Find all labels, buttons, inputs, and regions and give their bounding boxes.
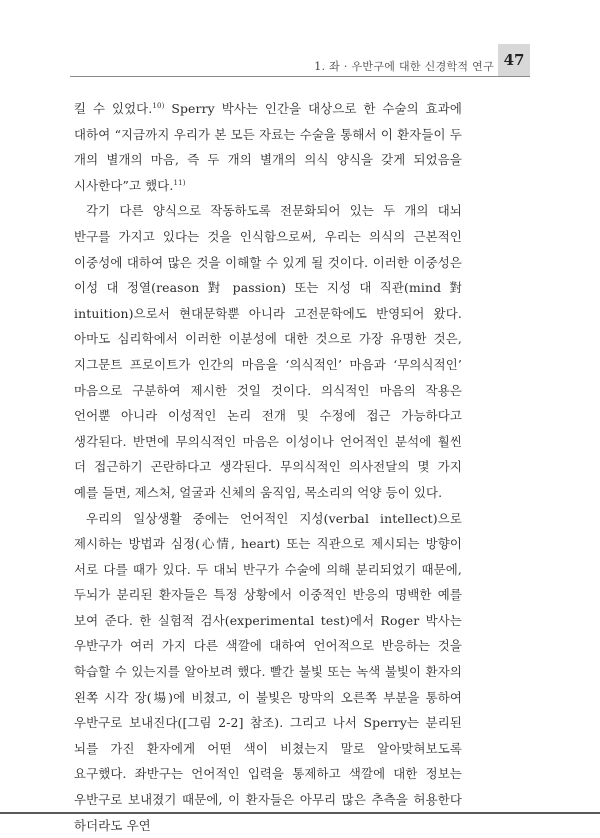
paragraph bbox=[74, 198, 462, 505]
footnote-marker: 10) bbox=[152, 102, 164, 110]
page-header bbox=[70, 44, 530, 77]
running-head: 1. 좌 · 우반구에 대한 신경학적 연구 bbox=[314, 58, 494, 74]
text-segment: 우리의 일상생활 중에는 언어적인 지성(verbal intellect)으로 제시하는 방법과 심정(心情, heart) 또는 직관으로 제시되는 방향이 서로 다를 때가 있다. 두 대뇌 반구가 수술에 의해 분리되었기 때문에, 두뇌가 분리된 환자들은 특정 상황에서 이중적인 반응의 명백한 예를 보여 준다. 한 실험적 검사(experimental test)에서 Roger 박사는 우반구가 여러 가지 다른 색깔에 대하여 언어적으로 반응하는 것을 학습할 수 있는지를 알아보려 했다. 빨간 불빛 또는 녹색 불빛이 환자의 왼쪽 시각 장(場)에 비쳤고, 이 불빛은 망막의 오른쪽 부분을 통하여 우반구로 보내진다([그림 2-2] 참조). 그리고 나서 Sperry는 분리된 뇌를 가진 환자에게 어떤 색이 비쳤는지 말로 알아맞혀보도록 요구했다. 좌반구는 언어적인 입력을 통제하고 색깔에 대한 정보는 우반구로 보내졌기 때문에, 이 환자들은 아무리 많은 추측을 허용한다 하더라도 우연 bbox=[74, 511, 462, 833]
text-segment: 킬 수 있었다. bbox=[74, 101, 152, 116]
paragraph bbox=[74, 96, 462, 198]
bottom-rule bbox=[0, 812, 600, 814]
footnote-marker: 11) bbox=[174, 179, 186, 187]
page-number: 47 bbox=[498, 44, 530, 76]
body-text bbox=[74, 96, 462, 838]
text-segment: Sperry 박사는 인간을 대상으로 한 수술의 효과에 대하여 “지금까지 우리가 본 모든 자료는 수술을 통해서 이 환자들이 두 개의 별개의 마음, 즉 두 개의 별개의 의식 양식을 갖게 되었음을 시사한다”고 했다. bbox=[74, 101, 462, 193]
paragraph bbox=[74, 506, 462, 838]
text-segment: 각기 다른 양식으로 작동하도록 전문화되어 있는 두 개의 대뇌 반구를 가지고 있다는 것을 인식함으로써, 우리는 의식의 근본적인 이중성에 대하여 많은 것을 이해할 수 있게 될 것이다. 이러한 이중성은 이성 대 정열(reason 對 passion) 또는 지성 대 직관(mind 對 intuition)으로서 현대문학뿐 아니라 고전문학에도 반영되어 왔다. 아마도 심리학에서 이러한 이분성에 대한 것으로 가장 유명한 것은, 지그문트 프로이트가 인간의 마음을 ‘의식적인’ 마음과 ‘무의식적인’ 마음으로 구분하여 제시한 것일 것이다. 의식적인 마음의 작용은 언어뿐 아니라 이성적인 논리 전개 및 수정에 접근 가능하다고 생각된다. 반면에 무의식적인 마음은 이성이나 언어적인 분석에 훨씬 더 접근하기 곤란하다고 생각된다. 무의식적인 의사전달의 몇 가지 예를 들면, 제스처, 얼굴과 신체의 움직임, 목소리의 억양 등이 있다. bbox=[74, 203, 462, 500]
